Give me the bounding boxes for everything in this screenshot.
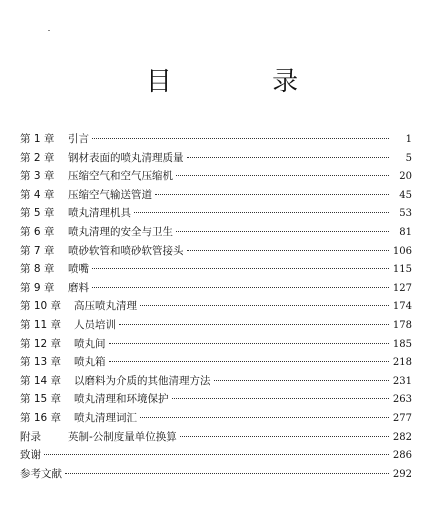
toc-entry-title: 喷丸箱	[74, 356, 106, 369]
toc-leader-dots	[180, 432, 389, 437]
toc-page-number: 277	[392, 412, 412, 424]
toc-leader-dots	[155, 190, 389, 195]
toc-entry-title: 高压喷丸清理	[74, 300, 137, 313]
toc-chapter-number: 第 10 章	[20, 300, 62, 313]
toc-leader-dots	[119, 320, 389, 325]
toc-entry[interactable]	[20, 316, 412, 335]
toc-entry-title: 喷砂软管和喷砂软管接头	[68, 244, 184, 257]
toc-leader-dots	[172, 394, 390, 399]
toc-entry-title: 以磨料为介质的其他清理方法	[74, 374, 211, 387]
toc-chapter-number: 第 5 章	[20, 207, 55, 220]
toc-entry-title: 喷丸清理机具	[68, 207, 131, 220]
toc-leader-dots	[140, 301, 389, 306]
toc-entry-title: 人员培训	[74, 318, 116, 331]
toc-leader-dots	[134, 208, 389, 213]
toc-page-number: 5	[405, 152, 412, 164]
toc-page-number: 20	[399, 171, 412, 183]
toc-entry-title: 引言	[68, 133, 89, 145]
toc-entry-title: 喷丸清理的安全与卫生	[68, 225, 173, 238]
toc-chapter-number: 第 7 章	[20, 244, 55, 257]
toc-entry[interactable]	[20, 204, 412, 223]
toc-chapter-number: 第 9 章	[20, 281, 55, 294]
toc-entry-title: 磨料	[68, 281, 89, 294]
toc-entry[interactable]	[20, 335, 412, 354]
toc-entry-references[interactable]	[20, 465, 412, 484]
toc-page-number: 115	[392, 264, 412, 276]
toc-chapter-number: 第 6 章	[20, 225, 55, 238]
toc-entry[interactable]	[20, 186, 412, 205]
toc-leader-dots	[92, 264, 389, 269]
toc-entry-title: 钢材表面的喷丸清理质量	[68, 151, 184, 164]
toc-page-number: 263	[392, 394, 412, 406]
toc-entry-title: 致谢	[20, 449, 41, 462]
toc-chapter-number: 第 11 章	[20, 318, 62, 331]
toc-chapter-number: 第 16 章	[20, 411, 62, 424]
toc-page-number: 178	[392, 319, 412, 331]
toc-chapter-number: 第 1 章	[20, 133, 55, 145]
toc-chapter-number: 附录	[20, 430, 41, 443]
toc-entry-title: 喷丸清理和环境保护	[74, 393, 169, 406]
page-title: 目 录	[145, 67, 345, 98]
toc-leader-dots	[109, 357, 390, 362]
toc-leader-dots	[214, 376, 390, 381]
toc-entry-title: 喷嘴	[68, 263, 89, 276]
toc-chapter-number: 第 3 章	[20, 170, 55, 183]
toc-entry[interactable]	[20, 167, 412, 186]
toc-leader-dots	[140, 413, 389, 418]
toc-entry-title: 喷丸间	[74, 337, 106, 350]
toc-entry[interactable]	[20, 260, 412, 279]
toc-leader-dots	[187, 153, 390, 158]
toc-page-number: 45	[399, 189, 412, 201]
toc-leader-dots	[65, 469, 389, 474]
toc-entry[interactable]	[20, 242, 412, 261]
toc-entry[interactable]	[20, 223, 412, 242]
toc-page-number: 53	[399, 208, 412, 220]
toc-leader-dots	[92, 283, 389, 288]
toc-entry[interactable]	[20, 390, 412, 409]
toc-chapter-number: 第 14 章	[20, 374, 62, 387]
toc-page-number: 185	[392, 338, 412, 350]
toc-chapter-number: 第 2 章	[20, 151, 55, 164]
toc-entry[interactable]	[20, 372, 412, 391]
toc-leader-dots	[187, 246, 390, 251]
toc-page-number: 106	[392, 245, 412, 257]
scan-speck	[48, 30, 50, 31]
toc-chapter-number: 第 12 章	[20, 337, 62, 350]
toc-leader-dots	[109, 339, 390, 344]
toc-entry[interactable]	[20, 279, 412, 298]
toc-entry-acknowledgements[interactable]	[20, 446, 412, 465]
toc-page-number: 292	[392, 468, 412, 480]
toc-page-number: 218	[392, 357, 412, 369]
toc-entry[interactable]	[20, 409, 412, 428]
toc-page-number: 127	[392, 282, 412, 294]
toc-entry[interactable]	[20, 130, 412, 149]
toc-entry-title: 喷丸清理词汇	[74, 411, 137, 424]
toc-leader-dots	[176, 171, 389, 176]
toc-leader-dots	[176, 227, 389, 232]
table-of-contents	[20, 130, 412, 483]
toc-chapter-number: 第 8 章	[20, 263, 55, 276]
toc-entry-title: 英制-公制度量单位换算	[68, 430, 177, 443]
toc-entry-appendix[interactable]	[20, 428, 412, 447]
toc-entry[interactable]	[20, 297, 412, 316]
toc-page-number: 1	[405, 134, 412, 145]
toc-page-number: 282	[392, 431, 412, 443]
toc-entry-title: 压缩空气输送管道	[68, 188, 152, 201]
toc-page-number: 174	[392, 301, 412, 313]
toc-chapter-number: 第 15 章	[20, 393, 62, 406]
toc-leader-dots	[92, 134, 389, 139]
toc-page-number: 231	[392, 375, 412, 387]
toc-chapter-number: 第 13 章	[20, 356, 62, 369]
toc-page-number: 81	[399, 226, 412, 238]
toc-leader-dots	[44, 450, 389, 455]
toc-entry-title: 参考文献	[20, 467, 62, 480]
toc-page-number: 286	[392, 450, 412, 462]
toc-entry-title: 压缩空气和空气压缩机	[68, 170, 173, 183]
toc-entry[interactable]	[20, 149, 412, 168]
toc-chapter-number: 第 4 章	[20, 188, 55, 201]
toc-entry[interactable]	[20, 353, 412, 372]
